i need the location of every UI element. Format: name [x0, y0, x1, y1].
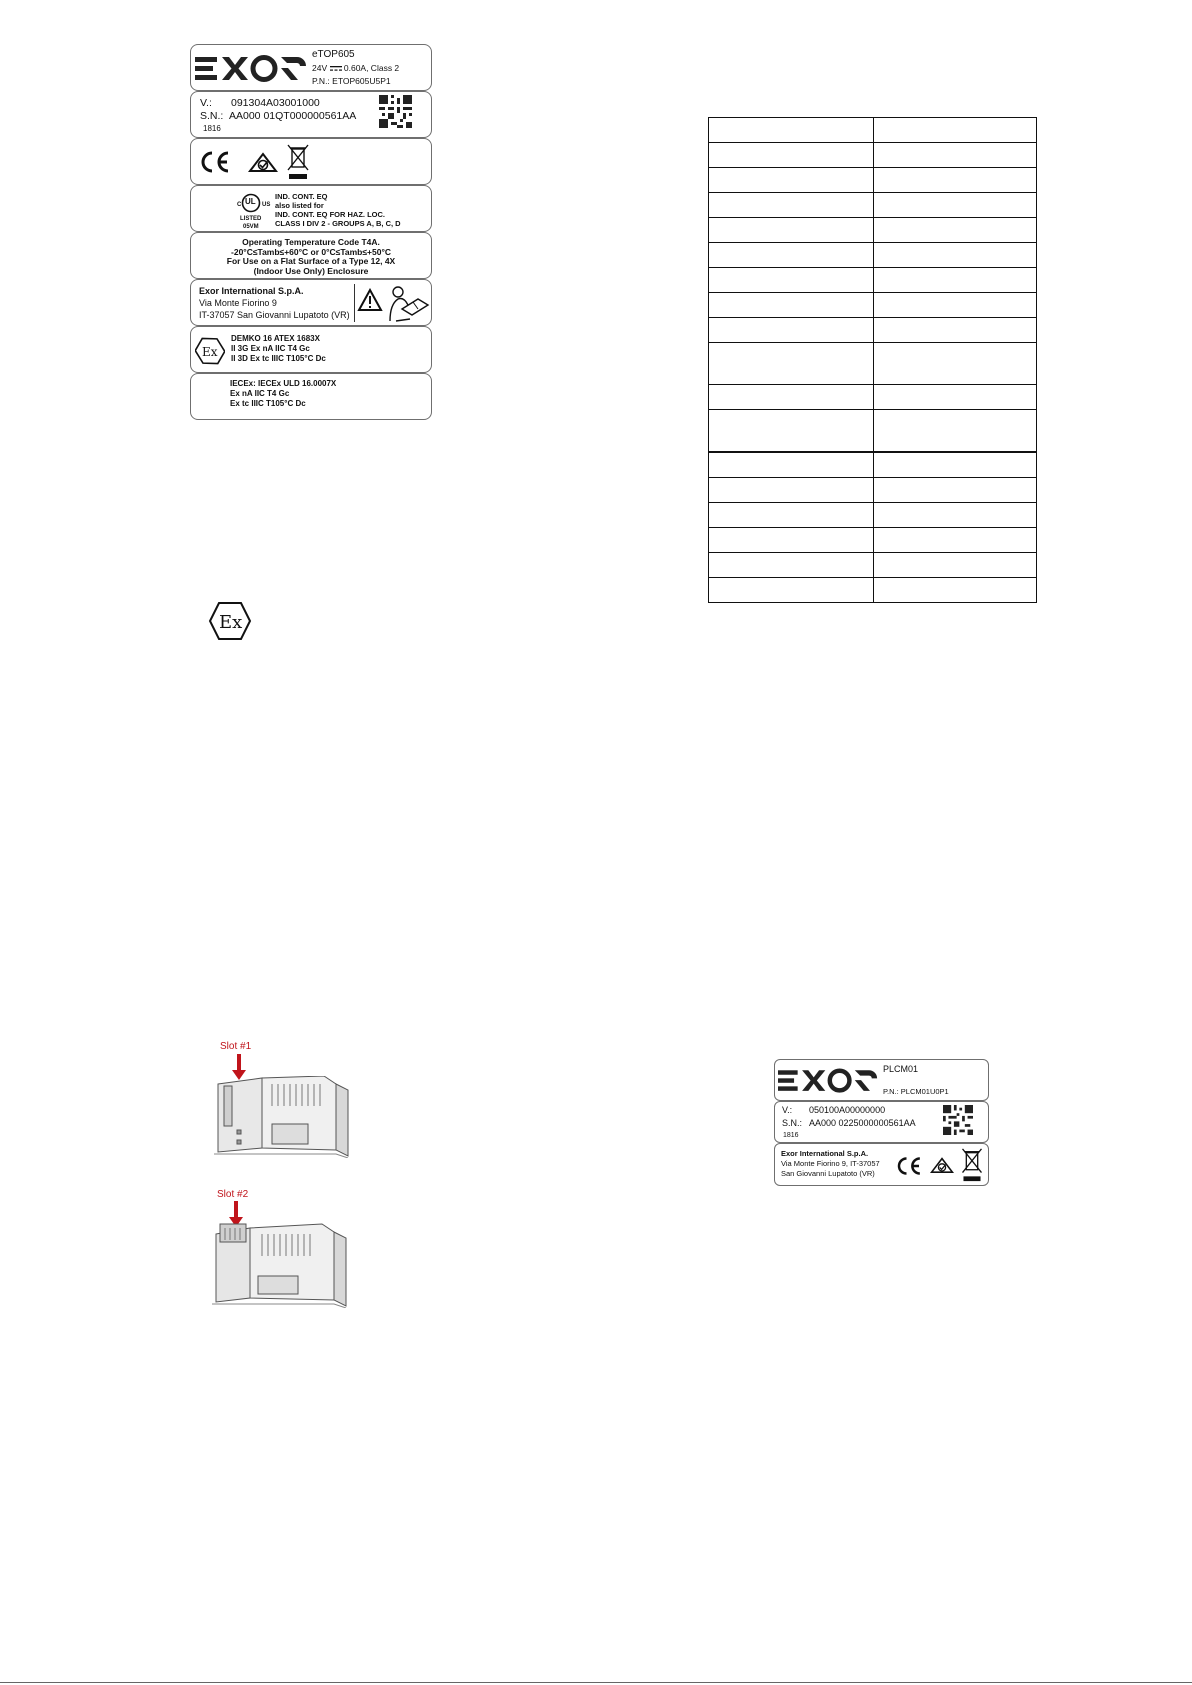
plcm-addr2: San Giovanni Lupatoto (VR) [781, 1169, 875, 1178]
page-bottom-rule [0, 1682, 1192, 1683]
temp-line3: For Use on a Flat Surface of a Type 12, 4X [226, 256, 396, 266]
etop-model: eTOP605 [312, 49, 355, 60]
qr-code-icon [379, 95, 412, 128]
etop-sn-label: S.N.: [200, 110, 224, 122]
read-manual-icon [384, 283, 430, 323]
table-row [709, 318, 1037, 343]
plcm-sn-value: AA000 0225000000561AA [809, 1118, 916, 1128]
etop-addr2: IT-37057 San Giovanni Lupatoto (VR) [199, 310, 350, 320]
plcm-code: 1816 [783, 1132, 799, 1139]
etop-serial-panel [190, 91, 432, 138]
iec-line1: IECEx: IECEx ULD 16.0007X [230, 379, 337, 388]
table-row [709, 385, 1037, 410]
device-slot2-image [212, 1222, 352, 1308]
temp-line2: -20°C≤Tamb≤+60°C or 0°C≤Tamb≤+50°C [231, 246, 391, 257]
weee-bin-icon [961, 1147, 983, 1183]
ex-hexagon-icon [195, 336, 225, 366]
exor-logo [778, 1068, 878, 1094]
qr-code-icon [943, 1105, 973, 1135]
table-row [709, 478, 1037, 503]
table-row [709, 243, 1037, 268]
ul-line1: IND. CONT. EQ [275, 192, 328, 201]
plcm-serial-panel [774, 1101, 989, 1143]
atex-line1: DEMKO 16 ATEX 1683X [231, 334, 320, 343]
ul-line3: IND. CONT. EQ FOR HAZ. LOC. [275, 210, 385, 219]
etop-temp-panel [190, 232, 432, 279]
temp-line1: Operating Temperature Code T4A. [242, 237, 380, 247]
rcm-mark-icon [248, 151, 278, 173]
etop-atex-panel [190, 326, 432, 373]
plcm-v-label: V.: [782, 1105, 793, 1115]
table-row [709, 410, 1037, 453]
atex-line3: II 3D Ex tc IIIC T105°C Dc [231, 354, 326, 363]
weee-bin-icon [287, 143, 309, 181]
table-row [709, 578, 1037, 603]
etop-ul-panel [190, 185, 432, 232]
table-row [709, 193, 1037, 218]
empty-table [708, 117, 1037, 603]
iec-line3: Ex tc IIIC T105°C Dc [230, 399, 306, 408]
temp-line4: (Indoor Use Only) Enclosure [253, 265, 369, 276]
plcm-address-panel [774, 1143, 989, 1186]
slot1-label: Slot #1 [220, 1041, 252, 1052]
plcm-addr1: Via Monte Fiorino 9, IT-37057 [781, 1159, 880, 1168]
etop-company: Exor International S.p.A. [199, 286, 304, 296]
ul-c: C [237, 202, 242, 208]
plcm-company: Exor International S.p.A. [781, 1149, 869, 1158]
etop-address-panel [190, 279, 432, 326]
plcm-model: PLCM01 [883, 1064, 919, 1074]
table-row [709, 293, 1037, 318]
etop-power-voltage: 24V [312, 63, 328, 73]
table-row [709, 218, 1037, 243]
etop-cert-panel [190, 138, 432, 185]
etop-v-value: 091304A03001000 [231, 97, 320, 109]
ul-listed: LISTED [240, 216, 262, 222]
etop-v-label: V.: [200, 97, 212, 109]
plcm-pn: P.N.: PLCM01U0P1 [883, 1087, 949, 1096]
etop-logo-panel [190, 44, 432, 91]
device-slot1-image [212, 1076, 352, 1158]
ce-mark-icon [199, 150, 231, 174]
table-row [709, 268, 1037, 293]
table-row [709, 503, 1037, 528]
etop-power-rating: 0.60A, Class 2 [343, 63, 400, 73]
dc-symbol-icon [330, 66, 342, 72]
table-row [709, 452, 1037, 478]
plcm-sn-label: S.N.: [782, 1118, 803, 1128]
table-row [709, 528, 1037, 553]
ex-symbol-icon [208, 601, 252, 641]
ex-symbol-text: Ex [219, 612, 243, 633]
table-row [709, 168, 1037, 193]
slot2-label: Slot #2 [217, 1189, 249, 1200]
exor-logo [195, 55, 307, 83]
plcm-logo-panel [774, 1059, 989, 1101]
table-row [709, 553, 1037, 578]
plcm-v-value: 050100A00000000 [809, 1105, 886, 1115]
ul-id: 05VM [243, 224, 259, 230]
etop-pn: P.N.: ETOP605U5P1 [312, 76, 391, 86]
table-row [709, 143, 1037, 168]
ul-line4: CLASS I DIV 2 - GROUPS A, B, C, D [275, 219, 401, 228]
svg-text:Ex: Ex [202, 345, 218, 359]
etop-power [312, 64, 399, 73]
rcm-mark-icon [930, 1155, 954, 1175]
ul-mark-text: UL [245, 197, 256, 206]
ce-mark-icon [895, 1156, 923, 1176]
ul-us: US [262, 202, 271, 208]
etop-sn-value: AA000 01QT000000561AA [229, 110, 357, 122]
iec-line2: Ex nA IIC T4 Gc [230, 389, 290, 398]
etop-code: 1816 [203, 124, 221, 133]
etop-iecex-panel [190, 373, 432, 420]
atex-line2: II 3G Ex nA IIC T4 Gc [231, 344, 310, 353]
ul-line2: also listed for [275, 201, 324, 210]
divider [354, 284, 355, 322]
warning-icon [357, 288, 383, 312]
table-row [709, 343, 1037, 385]
table-row [709, 118, 1037, 143]
etop-addr1: Via Monte Fiorino 9 [199, 298, 277, 308]
